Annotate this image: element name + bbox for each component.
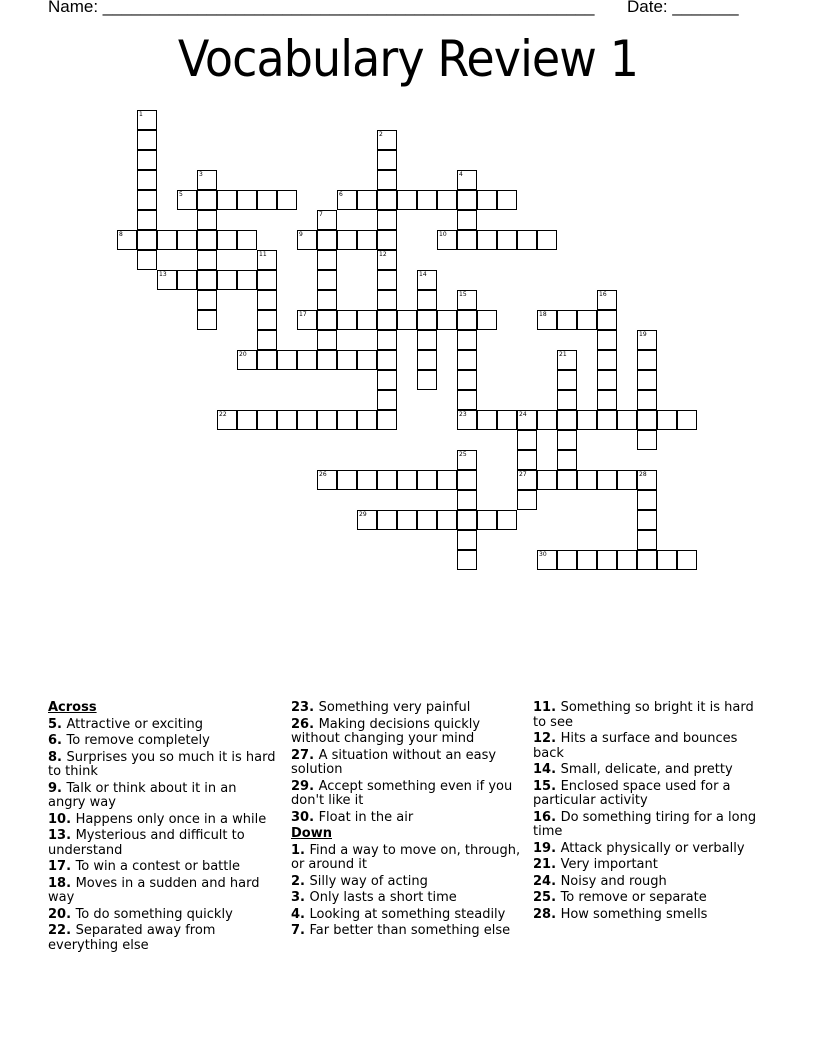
crossword-cell[interactable] xyxy=(557,550,577,570)
clue-number: 12 xyxy=(379,251,387,258)
crossword-cell[interactable] xyxy=(317,330,337,350)
crossword-cell[interactable] xyxy=(317,250,337,270)
crossword-cell[interactable] xyxy=(117,230,137,250)
crossword-cell[interactable] xyxy=(357,410,377,430)
crossword-cell[interactable] xyxy=(637,510,657,530)
crossword-cell[interactable] xyxy=(337,310,357,330)
crossword-cell[interactable] xyxy=(557,410,577,430)
across-clue: 13. Mysterious and difficult to understand xyxy=(48,828,245,858)
clue-number: 15 xyxy=(459,291,467,298)
clue-number: 20 xyxy=(239,351,247,358)
down-clue: 19. Attack physically or verbally xyxy=(533,840,745,856)
down-clue: 21. Very important xyxy=(533,857,658,872)
clue-number: 3 xyxy=(199,171,203,178)
crossword-cell[interactable] xyxy=(517,230,537,250)
crossword-cell[interactable] xyxy=(317,410,337,430)
clues-column-3 xyxy=(533,701,768,924)
crossword-cell[interactable] xyxy=(477,230,497,250)
crossword-cell[interactable] xyxy=(217,270,237,290)
clue-number: 14 xyxy=(419,271,427,278)
clue-number: 22 xyxy=(219,411,227,418)
crossword-cell[interactable] xyxy=(437,470,457,490)
crossword-cell[interactable] xyxy=(537,310,557,330)
crossword-cell[interactable] xyxy=(137,110,157,130)
crossword-cell[interactable] xyxy=(137,130,157,150)
across-clue: 20. To do something quickly xyxy=(48,906,233,922)
crossword-cell[interactable] xyxy=(457,230,477,250)
crossword-cell[interactable] xyxy=(137,190,157,210)
down-clue: 16. Do something tiring for a long time xyxy=(533,809,757,839)
crossword-cell[interactable] xyxy=(377,350,397,370)
crossword-cell[interactable] xyxy=(557,310,577,330)
crossword-cell[interactable] xyxy=(197,310,217,330)
crossword-cell[interactable] xyxy=(637,530,657,550)
across-clue: 23. Something very painful xyxy=(291,700,471,715)
crossword-cell[interactable] xyxy=(597,410,617,430)
crossword-cell[interactable] xyxy=(317,270,337,290)
crossword-cell[interactable] xyxy=(337,410,357,430)
crossword-cell[interactable] xyxy=(457,410,477,430)
crossword-cell[interactable] xyxy=(637,550,657,570)
crossword-cell[interactable] xyxy=(177,190,197,210)
crossword-cell[interactable] xyxy=(397,190,417,210)
crossword-cell[interactable] xyxy=(497,190,517,210)
crossword-cell[interactable] xyxy=(437,310,457,330)
crossword-cell[interactable] xyxy=(317,350,337,370)
clue-number: 24 xyxy=(519,411,527,418)
crossword-cell[interactable] xyxy=(317,230,337,250)
clue-number: 11 xyxy=(259,251,267,258)
crossword-cell[interactable] xyxy=(277,350,297,370)
crossword-cell[interactable] xyxy=(297,310,317,330)
crossword-cell[interactable] xyxy=(457,490,477,510)
crossword-cell[interactable] xyxy=(317,290,337,310)
across-clue: 18. Moves in a sudden and hard way xyxy=(48,875,260,905)
crossword-cell[interactable] xyxy=(257,310,277,330)
crossword-cell[interactable] xyxy=(417,350,437,370)
clue-number: 17 xyxy=(299,311,307,318)
crossword-cell[interactable] xyxy=(457,310,477,330)
crossword-cell[interactable] xyxy=(477,310,497,330)
crossword-cell[interactable] xyxy=(357,350,377,370)
down-clue: 25. To remove or separate xyxy=(533,890,707,905)
clue-number: 8 xyxy=(119,231,123,238)
down-clue: 15. Enclosed space used for a particular activity xyxy=(533,778,731,808)
crossword-cell[interactable] xyxy=(197,250,217,270)
crossword-cell[interactable] xyxy=(377,510,397,530)
crossword-cell[interactable] xyxy=(377,290,397,310)
crossword-cell[interactable] xyxy=(257,250,277,270)
crossword-cell[interactable] xyxy=(637,430,657,450)
crossword-cell[interactable] xyxy=(517,430,537,450)
crossword-cell[interactable] xyxy=(197,170,217,190)
crossword-cell[interactable] xyxy=(517,410,537,430)
crossword-cell[interactable] xyxy=(417,290,437,310)
date-field-label: Date: _______ xyxy=(627,0,739,16)
crossword-cell[interactable] xyxy=(417,270,437,290)
crossword-cell[interactable] xyxy=(637,470,657,490)
crossword-cell[interactable] xyxy=(377,130,397,150)
crossword-cell[interactable] xyxy=(377,230,397,250)
crossword-cell[interactable] xyxy=(657,550,677,570)
crossword-cell[interactable] xyxy=(497,230,517,250)
clues-column-1 xyxy=(48,701,278,955)
crossword-cell[interactable] xyxy=(257,350,277,370)
crossword-cell[interactable] xyxy=(457,530,477,550)
crossword-cell[interactable] xyxy=(637,390,657,410)
crossword-cell[interactable] xyxy=(377,210,397,230)
crossword-cell[interactable] xyxy=(317,470,337,490)
crossword-cell[interactable] xyxy=(637,490,657,510)
crossword-cell[interactable] xyxy=(437,510,457,530)
down-clue: 28. How something smells xyxy=(533,906,708,922)
crossword-cell[interactable] xyxy=(397,510,417,530)
crossword-cell[interactable] xyxy=(597,470,617,490)
clue-number: 10 xyxy=(439,231,447,238)
crossword-cell[interactable] xyxy=(517,490,537,510)
across-clue: 17. To win a contest or battle xyxy=(48,859,240,874)
crossword-cell[interactable] xyxy=(217,410,237,430)
crossword-cell[interactable] xyxy=(557,350,577,370)
crossword-cell[interactable] xyxy=(337,230,357,250)
crossword-cell[interactable] xyxy=(377,150,397,170)
crossword-cell[interactable] xyxy=(457,470,477,490)
clue-number: 29 xyxy=(359,511,367,518)
crossword-cell[interactable] xyxy=(257,190,277,210)
crossword-cell[interactable] xyxy=(297,410,317,430)
crossword-cell[interactable] xyxy=(197,190,217,210)
down-heading: Down xyxy=(291,826,332,841)
crossword-cell[interactable] xyxy=(377,370,397,390)
across-clue: 5. Attractive or exciting xyxy=(48,716,203,732)
crossword-cell[interactable] xyxy=(477,410,497,430)
crossword-cell[interactable] xyxy=(217,230,237,250)
crossword-cell[interactable] xyxy=(377,270,397,290)
clue-number: 28 xyxy=(639,471,647,478)
down-clue: 12. Hits a surface and bounces back xyxy=(533,731,738,761)
crossword-cell[interactable] xyxy=(577,410,597,430)
crossword-cell[interactable] xyxy=(417,470,437,490)
crossword-cell[interactable] xyxy=(197,210,217,230)
crossword-cell[interactable] xyxy=(457,210,477,230)
crossword-cell[interactable] xyxy=(277,190,297,210)
crossword-cell[interactable] xyxy=(257,290,277,310)
crossword-cell[interactable] xyxy=(137,170,157,190)
crossword-cell[interactable] xyxy=(597,550,617,570)
crossword-cell[interactable] xyxy=(577,550,597,570)
crossword-cell[interactable] xyxy=(597,350,617,370)
crossword-cell[interactable] xyxy=(397,310,417,330)
across-clue: 27. A situation without an easy solution xyxy=(291,747,497,777)
crossword-cell[interactable] xyxy=(457,370,477,390)
crossword-cell[interactable] xyxy=(497,510,517,530)
crossword-cell[interactable] xyxy=(377,170,397,190)
crossword-cell[interactable] xyxy=(457,330,477,350)
across-clue: 30. Float in the air xyxy=(291,809,414,825)
name-field-label: Name: ____________________________________________________ xyxy=(48,0,595,16)
crossword-cell[interactable] xyxy=(417,330,437,350)
crossword-cell[interactable] xyxy=(537,550,557,570)
crossword-cell[interactable] xyxy=(137,210,157,230)
crossword-cell[interactable] xyxy=(137,150,157,170)
clue-number: 7 xyxy=(319,211,323,218)
crossword-cell[interactable] xyxy=(357,470,377,490)
crossword-cell[interactable] xyxy=(357,510,377,530)
down-clue: 1. Find a way to move on, through, or around it xyxy=(291,842,521,872)
down-clue: 7. Far better than something else xyxy=(291,923,511,938)
across-clue: 6. To remove completely xyxy=(48,733,210,748)
crossword-cell[interactable] xyxy=(417,310,437,330)
crossword-cell[interactable] xyxy=(437,230,457,250)
crossword-cell[interactable] xyxy=(317,310,337,330)
crossword-cell[interactable] xyxy=(337,470,357,490)
crossword-cell[interactable] xyxy=(317,210,337,230)
crossword-cell[interactable] xyxy=(297,350,317,370)
crossword-cell[interactable] xyxy=(157,230,177,250)
crossword-cell[interactable] xyxy=(477,190,497,210)
clue-number: 26 xyxy=(319,471,327,478)
clue-number: 9 xyxy=(299,231,303,238)
down-clue: 4. Looking at something steadily xyxy=(291,906,506,922)
crossword-cell[interactable] xyxy=(297,230,317,250)
crossword-cell[interactable] xyxy=(537,470,557,490)
crossword-cell[interactable] xyxy=(577,310,597,330)
crossword-cell[interactable] xyxy=(377,190,397,210)
crossword-cell[interactable] xyxy=(557,450,577,470)
crossword-cell[interactable] xyxy=(557,390,577,410)
crossword-cell[interactable] xyxy=(457,350,477,370)
crossword-cell[interactable] xyxy=(457,510,477,530)
crossword-cell[interactable] xyxy=(637,410,657,430)
clue-number: 27 xyxy=(519,471,527,478)
crossword-cell[interactable] xyxy=(677,550,697,570)
crossword-cell[interactable] xyxy=(497,410,517,430)
crossword-cell[interactable] xyxy=(197,230,217,250)
crossword-cell[interactable] xyxy=(377,310,397,330)
crossword-cell[interactable] xyxy=(537,230,557,250)
crossword-cell[interactable] xyxy=(437,190,457,210)
crossword-cell[interactable] xyxy=(237,190,257,210)
clue-number: 18 xyxy=(539,311,547,318)
crossword-cell[interactable] xyxy=(517,470,537,490)
crossword-cell[interactable] xyxy=(257,330,277,350)
crossword-cell[interactable] xyxy=(237,230,257,250)
crossword-cell[interactable] xyxy=(157,270,177,290)
crossword-cell[interactable] xyxy=(457,550,477,570)
crossword-cell[interactable] xyxy=(557,430,577,450)
crossword-cell[interactable] xyxy=(377,330,397,350)
across-clue: 10. Happens only once in a while xyxy=(48,811,267,827)
crossword-cell[interactable] xyxy=(677,410,697,430)
down-clue: 2. Silly way of acting xyxy=(291,873,428,889)
crossword-cell[interactable] xyxy=(457,450,477,470)
crossword-cell[interactable] xyxy=(377,250,397,270)
crossword-cell[interactable] xyxy=(617,470,637,490)
clue-number: 1 xyxy=(139,111,143,118)
crossword-cell[interactable] xyxy=(597,390,617,410)
crossword-cell[interactable] xyxy=(457,290,477,310)
crossword-cell[interactable] xyxy=(657,410,677,430)
crossword-cell[interactable] xyxy=(597,330,617,350)
crossword-cell[interactable] xyxy=(277,410,297,430)
across-clue: 22. Separated away from everything else xyxy=(48,923,216,953)
clue-number: 30 xyxy=(539,551,547,558)
clue-number: 19 xyxy=(639,331,647,338)
crossword-cell[interactable] xyxy=(457,390,477,410)
crossword-cell[interactable] xyxy=(597,370,617,390)
crossword-cell[interactable] xyxy=(637,330,657,350)
crossword-cell[interactable] xyxy=(357,230,377,250)
crossword-cell[interactable] xyxy=(257,270,277,290)
crossword-cell[interactable] xyxy=(537,410,557,430)
crossword-cell[interactable] xyxy=(237,270,257,290)
crossword-cell[interactable] xyxy=(417,190,437,210)
crossword-cell[interactable] xyxy=(357,310,377,330)
crossword-cell[interactable] xyxy=(197,290,217,310)
down-clue: 11. Something so bright it is hard to see xyxy=(533,700,754,730)
crossword-cell[interactable] xyxy=(377,410,397,430)
crossword-cell[interactable] xyxy=(177,230,197,250)
crossword-cell[interactable] xyxy=(177,270,197,290)
down-clue: 24. Noisy and rough xyxy=(533,873,667,889)
crossword-cell[interactable] xyxy=(377,470,397,490)
crossword-cell[interactable] xyxy=(217,190,237,210)
crossword-cell[interactable] xyxy=(377,390,397,410)
across-clue: 9. Talk or think about it in an angry way xyxy=(48,780,237,810)
down-clue: 14. Small, delicate, and pretty xyxy=(533,762,733,777)
crossword-cell[interactable] xyxy=(137,230,157,250)
crossword-cell[interactable] xyxy=(457,170,477,190)
across-clue: 26. Making decisions quickly without changing your mind xyxy=(291,716,481,746)
crossword-cell[interactable] xyxy=(397,470,417,490)
crossword-cell[interactable] xyxy=(417,370,437,390)
crossword-cell[interactable] xyxy=(617,410,637,430)
clue-number: 5 xyxy=(179,191,183,198)
crossword-cell[interactable] xyxy=(197,270,217,290)
crossword-cell[interactable] xyxy=(557,370,577,390)
crossword-cell[interactable] xyxy=(597,290,617,310)
crossword-cell[interactable] xyxy=(457,190,477,210)
crossword-cell[interactable] xyxy=(237,410,257,430)
down-clue: 3. Only lasts a short time xyxy=(291,890,457,905)
clue-number: 4 xyxy=(459,171,463,178)
crossword-cell[interactable] xyxy=(417,510,437,530)
crossword-cell[interactable] xyxy=(637,370,657,390)
across-clue: 29. Accept something even if you don't like it xyxy=(291,778,513,808)
clue-number: 13 xyxy=(159,271,167,278)
crossword-cell[interactable] xyxy=(237,350,257,370)
across-heading: Across xyxy=(48,700,97,715)
crossword-cell[interactable] xyxy=(337,350,357,370)
crossword-cell[interactable] xyxy=(597,310,617,330)
clue-number: 25 xyxy=(459,451,467,458)
crossword-cell[interactable] xyxy=(517,450,537,470)
crossword-cell[interactable] xyxy=(477,510,497,530)
crossword-cell[interactable] xyxy=(637,350,657,370)
crossword-cell[interactable] xyxy=(617,550,637,570)
clue-number: 16 xyxy=(599,291,607,298)
crossword-cell[interactable] xyxy=(577,470,597,490)
crossword-cell[interactable] xyxy=(137,250,157,270)
crossword-cell[interactable] xyxy=(257,410,277,430)
clue-number: 23 xyxy=(459,411,467,418)
page-title: Vocabulary Review 1 xyxy=(177,30,639,88)
clue-number: 21 xyxy=(559,351,567,358)
crossword-cell[interactable] xyxy=(337,190,357,210)
clue-number: 6 xyxy=(339,191,343,198)
crossword-cell[interactable] xyxy=(357,190,377,210)
crossword-cell[interactable] xyxy=(557,470,577,490)
across-clue: 8. Surprises you so much it is hard to think xyxy=(48,749,276,779)
clue-number: 2 xyxy=(379,131,383,138)
clues-column-2 xyxy=(291,701,526,941)
